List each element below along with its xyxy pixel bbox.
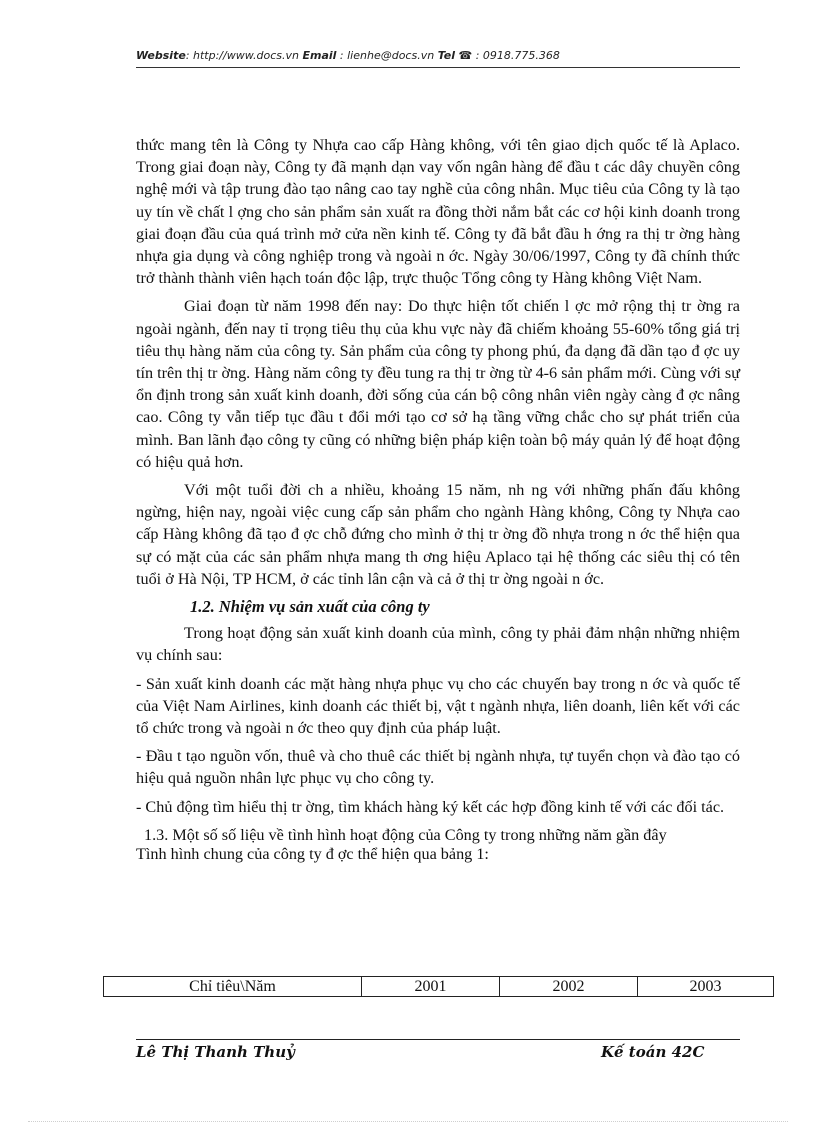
paragraph-3: Với một tuổi đời ch a nhiều, khoảng 15 năm, nh ng với những phấn đấu không ngừng, hiện nay, ngoài việc cung cấp sản phẩm cho ngành Hàng không, Công ty Nhựa cao cấp Hàng không đã tạo đ ợc chỗ đứng cho mình ở thị tr ờng đồ nhựa trong n ớc thể hiện qua sự có mặt của các sản phẩm nhựa mang th ơng hiệu Aplaco tại hệ thống các siêu thị có tên tuổi ở Hà Nội, TP HCM, ở các tỉnh lân cận và cả ở thị tr ờng ngoài n ớc. (136, 481, 740, 588)
phone-icon: ☎ (458, 49, 473, 62)
tel-label: Tel (437, 49, 456, 62)
footer-class: Kế toán 42C (601, 1043, 705, 1061)
task-item-1: - Sản xuất kinh doanh các mặt hàng nhựa phục vụ cho các chuyến bay trong n ớc và quốc tế của Việt Nam Airlines, kinh doanh các thiết bị, vật t ngành nhựa, liên doanh, liên kết với các tổ chức trong và ngoài n ớc theo quy định của pháp luật. (136, 674, 740, 738)
page-bottom-border (28, 1121, 788, 1122)
header-divider (136, 67, 740, 68)
footer-author: Lê Thị Thanh Thuỷ (136, 1043, 295, 1061)
data-intro-line-1: 1.3. Một số số liệu về tình hình hoạt động của Công ty trong những năm gần đây (144, 825, 667, 844)
data-intro-line-2: Tình hình chung của công ty đ ợc thể hiện qua bảng 1: (136, 844, 489, 863)
email-value: : lienhe@docs.vn (336, 49, 438, 62)
task-item-2: - Đầu t tạo nguồn vốn, thuê và cho thuê các thiết bị ngành nhựa, tự tuyển chọn và đào tạo có hiệu quả nguồn nhân lực phục vụ cho công ty. (136, 747, 740, 788)
data-intro (136, 826, 740, 864)
section-intro: Trong hoạt động sản xuất kinh doanh của mình, công ty phải đảm nhận những nhiệm vụ chính sau: (136, 624, 740, 665)
section-heading: 1.2. Nhiệm vụ sản xuất của công ty (190, 597, 430, 617)
table-header-cell: Chỉ tiêu\Năm (104, 977, 362, 997)
stats-table (103, 976, 774, 997)
task-item-3: - Chủ động tìm hiểu thị tr ờng, tìm khách hàng ký kết các hợp đồng kinh tế với các đối tác. (136, 797, 725, 816)
footer-divider (136, 1039, 740, 1040)
paragraph-2: Giai đoạn từ năm 1998 đến nay: Do thực hiện tốt chiến l ợc mở rộng thị tr ờng ra ngoài ngành, đến nay tỉ trọng tiêu thụ của khu vực này đã chiếm khoảng 55-60% tổng giá trị tiêu thụ hàng năm của công ty. Sản phẩm của công ty phong phú, đa dạng đã dần tạo đ ợc uy tín trên thị tr ờng. Hàng năm công ty đều tung ra thị tr ờng từ 4-6 sản phẩm mới. Cùng với sự ổn định trong sản xuất kinh doanh, đời sống của cán bộ công nhân viên ngày càng đ ợc nâng cao. Công ty vẫn tiếp tục đầu t đổi mới tạo cơ sở hạ tầng vững chắc cho sự phát triển của mình. Ban lãnh đạo công ty cũng có những biện pháp kiện toàn bộ máy quản lý để hoạt động có hiệu quả hơn. (136, 297, 740, 471)
table-header-cell: 2003 (638, 977, 774, 997)
table-header-row (104, 977, 774, 997)
page-header (136, 49, 740, 62)
paragraph-1: thức mang tên là Công ty Nhựa cao cấp Hàng không, với tên giao dịch quốc tế là Aplaco. Trong giai đoạn này, Công ty đã mạnh dạn vay vốn ngân hàng để đầu t các dây chuyền công nghệ mới và tập trung đào tạo nâng cao tay nghề của công nhân. Mục tiêu của Công ty là tạo uy tín về chất l ợng cho sản phẩm sản xuất ra đồng thời nắm bắt các cơ hội kinh doanh trong giai đoạn đầu của quá trình mở cửa nền kinh tế. Công ty đã bắt đầu h ớng ra thị tr ờng hàng nhựa gia dụng và công nghiệp trong và ngoài n ớc. Ngày 30/06/1997, Công ty đã chính thức trở thành thành viên hạch toán độc lập, trực thuộc Tổng công ty Hàng không Việt Nam. (136, 136, 740, 288)
table-header-cell: 2002 (500, 977, 638, 997)
website-value: : http://www.docs.vn (185, 49, 299, 62)
email-label: Email (302, 49, 337, 62)
table-header-cell: 2001 (362, 977, 500, 997)
website-label: Website (136, 49, 186, 62)
tel-value: : 0918.775.368 (472, 49, 560, 62)
document-body (136, 134, 740, 864)
